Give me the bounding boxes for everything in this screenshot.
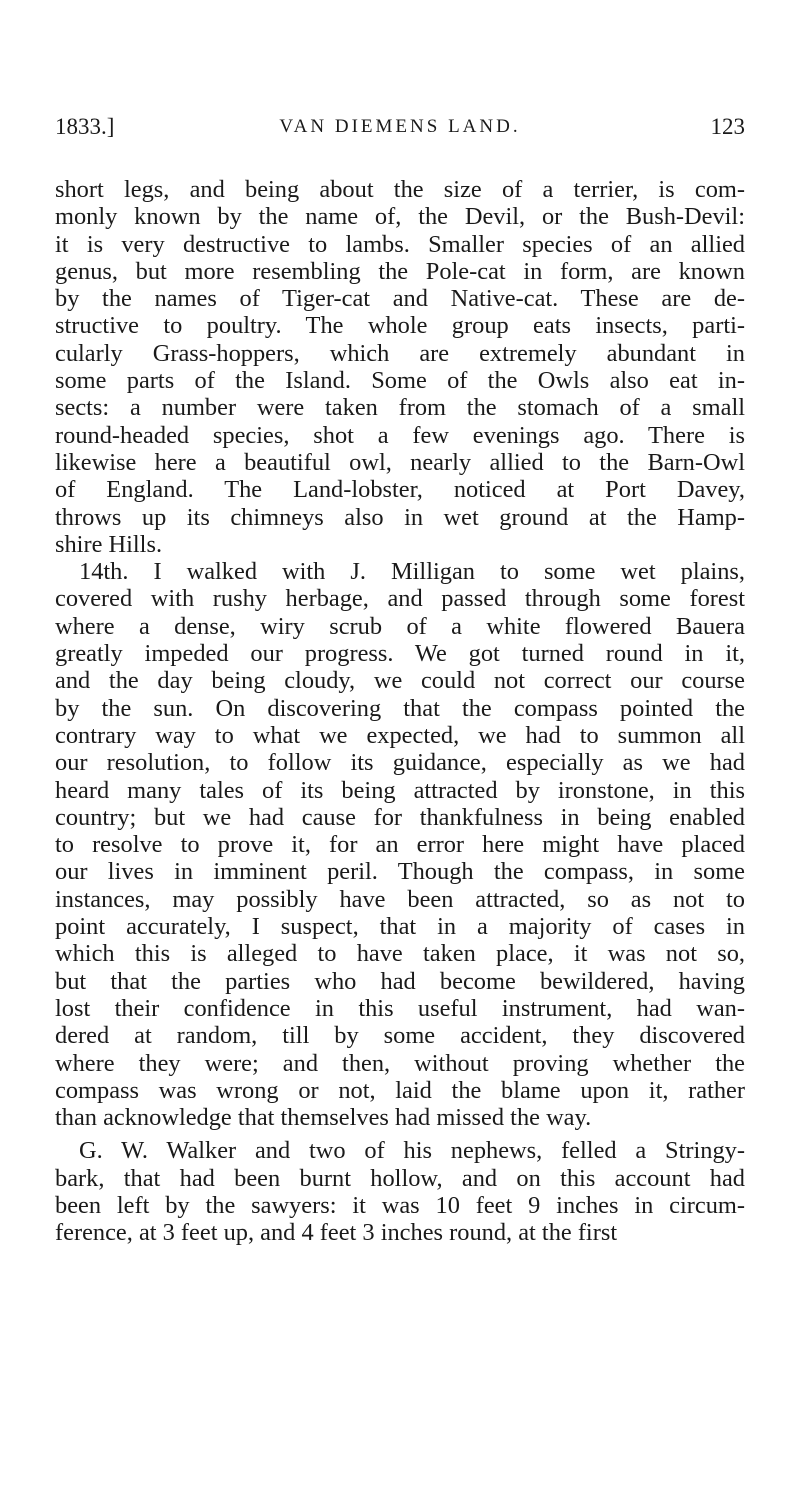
text-line: where a dense, wiry scrub of a white flowered Bauera	[55, 612, 745, 640]
paragraph	[55, 1137, 745, 1246]
text-line: short legs, and being about the size of a terrier, is com-	[55, 176, 745, 203]
text-line: some parts of the Island. Some of the Owls also eat in-	[55, 367, 745, 395]
text-line: monly known by the name of, the Devil, or the Bush-Devil:	[55, 203, 745, 231]
text-line: bark, that had been burnt hollow, and on this account had	[55, 1164, 745, 1192]
text-line: been left by the sawyers: it was 10 feet 9 inches in circum-	[55, 1191, 745, 1219]
paragraph	[55, 176, 745, 558]
paragraph	[55, 558, 745, 1131]
text-line: heard many tales of its being attracted by ironstone, in this	[55, 776, 745, 804]
text-line: it is very destructive to lambs. Smaller species of an allied	[55, 230, 745, 258]
header-title: VAN DIEMENS LAND.	[279, 116, 521, 137]
text-line: our resolution, to follow its guidance, especially as we had	[55, 749, 745, 777]
text-line: G. W. Walker and two of his nephews, felled a Stringy-	[79, 1137, 745, 1165]
text-line: sects: a number were taken from the stomach of a small	[55, 394, 745, 422]
text-line: greatly impeded our progress. We got turned round in it,	[55, 640, 745, 668]
text-line: point accurately, I suspect, that in a majority of cases in	[55, 913, 745, 941]
running-head	[55, 114, 745, 148]
text-line: ference, at 3 feet up, and 4 feet 3 inches round, at the first	[55, 1219, 618, 1247]
body-text	[55, 176, 745, 1247]
text-line: dered at random, till by some accident, they discovered	[55, 1022, 745, 1050]
book-page	[55, 114, 745, 1247]
text-line: throws up its chimneys also in wet ground at the Hamp-	[55, 503, 745, 531]
text-line: compass was wrong or not, laid the blame upon it, rather	[55, 1076, 745, 1104]
text-line: where they were; and then, without proving whether the	[55, 1049, 745, 1077]
text-line: which this is alleged to have taken place, it was not so,	[55, 940, 745, 968]
text-line: lost their confidence in this useful instrument, had wan-	[55, 994, 745, 1022]
text-line: structive to poultry. The whole group eats insects, parti-	[55, 312, 745, 340]
text-line: but that the parties who had become bewildered, having	[55, 967, 745, 995]
text-line: by the sun. On discovering that the compass pointed the	[55, 694, 745, 722]
text-line: country; but we had cause for thankfulness in being enabled	[55, 803, 745, 831]
text-line: 14th. I walked with J. Milligan to some wet plains,	[79, 558, 745, 586]
text-line: genus, but more resembling the Pole-cat in form, are known	[55, 257, 745, 285]
text-line: round-headed species, shot a few evenings ago. There is	[55, 421, 745, 449]
text-line: than acknowledge that themselves had missed the way.	[55, 1104, 592, 1132]
text-line: instances, may possibly have been attracted, so as not to	[55, 885, 745, 913]
text-line: of England. The Land-lobster, noticed at Port Davey,	[55, 476, 745, 504]
text-line: cularly Grass-hoppers, which are extremely abundant in	[55, 339, 745, 367]
text-line: and the day being cloudy, we could not correct our course	[55, 667, 745, 695]
text-line: shire Hills.	[55, 530, 163, 558]
text-line: covered with rushy herbage, and passed through some forest	[55, 585, 745, 613]
header-year: 1833.]	[55, 114, 115, 139]
text-line: by the names of Tiger-cat and Native-cat. These are de-	[55, 285, 745, 313]
text-line: to resolve to prove it, for an error here might have placed	[55, 831, 745, 859]
text-line: our lives in imminent peril. Though the compass, in some	[55, 858, 745, 886]
text-line: contrary way to what we expected, we had to summon all	[55, 721, 745, 749]
page-number: 123	[710, 114, 745, 139]
text-line: likewise here a beautiful owl, nearly allied to the Barn-Owl	[55, 448, 745, 476]
